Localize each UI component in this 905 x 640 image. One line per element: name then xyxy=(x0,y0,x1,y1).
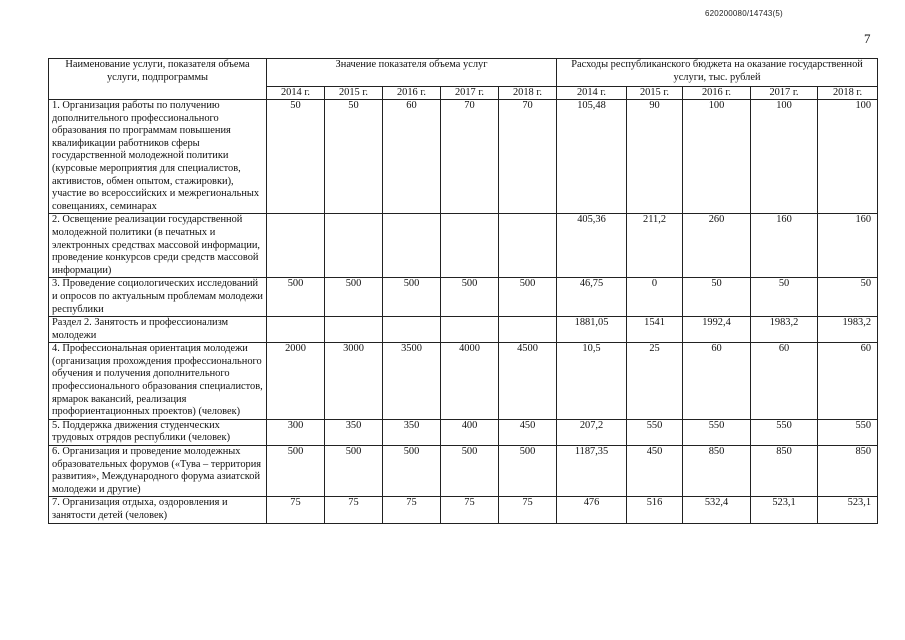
service-name: 7. Организация отдыха, оздоровления и занятости детей (человек) xyxy=(49,497,267,523)
table-row xyxy=(49,214,878,278)
budget-year-header: 2014 г. xyxy=(557,87,627,100)
budget-value: 405,36 xyxy=(557,214,627,278)
page-number: 7 xyxy=(864,31,871,46)
budget-value: 523,1 xyxy=(818,497,878,523)
budget-value: 60 xyxy=(751,343,818,420)
volume-year-header: 2018 г. xyxy=(499,87,557,100)
budget-value: 50 xyxy=(751,278,818,317)
budget-value: 1992,4 xyxy=(683,317,751,343)
volume-value: 300 xyxy=(267,419,325,445)
volume-value xyxy=(325,317,383,343)
budget-value: 1881,05 xyxy=(557,317,627,343)
budget-value: 850 xyxy=(751,446,818,497)
services-table xyxy=(48,58,878,524)
volume-value xyxy=(499,214,557,278)
volume-year-header: 2017 г. xyxy=(441,87,499,100)
budget-value: 105,48 xyxy=(557,100,627,214)
budget-group-header: Расходы республиканского бюджета на оказание государственной услуги, тыс. рублей xyxy=(557,59,878,87)
budget-value: 1187,35 xyxy=(557,446,627,497)
volume-value: 500 xyxy=(499,446,557,497)
budget-value: 90 xyxy=(627,100,683,214)
service-name: 6. Организация и проведение молодежных образовательных форумов («Тува – территория развития», Международного форума азиатской молодежи и другие) xyxy=(49,446,267,497)
volume-value: 500 xyxy=(325,446,383,497)
volume-value xyxy=(441,214,499,278)
budget-value: 260 xyxy=(683,214,751,278)
volume-value: 75 xyxy=(441,497,499,523)
table-row xyxy=(49,343,878,420)
service-name: 1. Организация работы по получению дополнительного профессионального образования по программам повышения квалификации работников сферы государственной молодежной политики (курсовые мероприятия для специалистов, активистов, обмен опытом, стажировки), участие во всероссийских и межрегиональных совещаниях, семинарах xyxy=(49,100,267,214)
volume-year-header: 2016 г. xyxy=(383,87,441,100)
volume-value: 500 xyxy=(383,278,441,317)
budget-value: 532,4 xyxy=(683,497,751,523)
budget-value: 550 xyxy=(818,419,878,445)
budget-value: 160 xyxy=(818,214,878,278)
section-title: Раздел 2. Занятость и профессионализм молодежи xyxy=(49,317,267,343)
budget-value: 100 xyxy=(683,100,751,214)
budget-value: 10,5 xyxy=(557,343,627,420)
budget-year-header: 2016 г. xyxy=(683,87,751,100)
table-row xyxy=(49,497,878,523)
volume-value: 2000 xyxy=(267,343,325,420)
budget-value: 60 xyxy=(818,343,878,420)
budget-value: 550 xyxy=(751,419,818,445)
volume-value xyxy=(499,317,557,343)
budget-year-header: 2017 г. xyxy=(751,87,818,100)
budget-value: 211,2 xyxy=(627,214,683,278)
budget-value: 50 xyxy=(683,278,751,317)
volume-value: 75 xyxy=(499,497,557,523)
budget-value: 850 xyxy=(683,446,751,497)
budget-value: 1983,2 xyxy=(818,317,878,343)
table-row xyxy=(49,419,878,445)
volume-value: 350 xyxy=(325,419,383,445)
name-column-header: Наименование услуги, показателя объема услуги, подпрограммы xyxy=(49,59,267,100)
volume-value: 4500 xyxy=(499,343,557,420)
volume-value: 500 xyxy=(441,446,499,497)
budget-value: 550 xyxy=(627,419,683,445)
volume-value: 400 xyxy=(441,419,499,445)
budget-value: 450 xyxy=(627,446,683,497)
budget-value: 1541 xyxy=(627,317,683,343)
volume-value xyxy=(441,317,499,343)
volume-year-header: 2015 г. xyxy=(325,87,383,100)
service-name: 4. Профессиональная ориентация молодежи (организация прохождения профессионального обучения и получения дополнительного профессионального образования специалистов, ярмарок вакансий, реализация профориентационных проектов) (человек) xyxy=(49,343,267,420)
budget-value: 1983,2 xyxy=(751,317,818,343)
volume-value: 50 xyxy=(325,100,383,214)
volume-value: 500 xyxy=(441,278,499,317)
budget-value: 476 xyxy=(557,497,627,523)
volume-value: 50 xyxy=(267,100,325,214)
budget-value: 207,2 xyxy=(557,419,627,445)
budget-value: 523,1 xyxy=(751,497,818,523)
volume-value: 3500 xyxy=(383,343,441,420)
budget-value: 550 xyxy=(683,419,751,445)
volume-value: 75 xyxy=(383,497,441,523)
volume-value: 75 xyxy=(325,497,383,523)
budget-value: 516 xyxy=(627,497,683,523)
volume-value: 500 xyxy=(267,446,325,497)
volume-value xyxy=(383,317,441,343)
budget-value: 46,75 xyxy=(557,278,627,317)
service-name: 2. Освещение реализации государственной молодежной политики (в печатных и электронных средствах массовой информации, проведение конкурсов среди средств массовой информации) xyxy=(49,214,267,278)
budget-value: 100 xyxy=(818,100,878,214)
volume-value: 500 xyxy=(383,446,441,497)
volume-value: 500 xyxy=(325,278,383,317)
volume-value: 70 xyxy=(441,100,499,214)
budget-value: 160 xyxy=(751,214,818,278)
table-row xyxy=(49,100,878,214)
volume-value: 60 xyxy=(383,100,441,214)
budget-value: 25 xyxy=(627,343,683,420)
volume-value xyxy=(267,317,325,343)
service-name: 5. Поддержка движения студенческих трудовых отрядов республики (человек) xyxy=(49,419,267,445)
budget-value: 0 xyxy=(627,278,683,317)
volume-value xyxy=(267,214,325,278)
volume-value: 3000 xyxy=(325,343,383,420)
volume-value: 350 xyxy=(383,419,441,445)
table-row xyxy=(49,446,878,497)
document-id: 620200080/14743(5) xyxy=(705,9,783,18)
volume-value: 70 xyxy=(499,100,557,214)
budget-value: 850 xyxy=(818,446,878,497)
volume-value: 500 xyxy=(267,278,325,317)
section-row xyxy=(49,317,878,343)
volume-value: 4000 xyxy=(441,343,499,420)
volume-value xyxy=(383,214,441,278)
volume-value: 500 xyxy=(499,278,557,317)
budget-value: 100 xyxy=(751,100,818,214)
volume-group-header: Значение показателя объема услуг xyxy=(267,59,557,87)
volume-value: 75 xyxy=(267,497,325,523)
volume-value: 450 xyxy=(499,419,557,445)
table-row xyxy=(49,278,878,317)
service-name: 3. Проведение социологических исследований и опросов по актуальным проблемам молодежи республики xyxy=(49,278,267,317)
budget-value: 50 xyxy=(818,278,878,317)
volume-year-header: 2014 г. xyxy=(267,87,325,100)
volume-value xyxy=(325,214,383,278)
budget-value: 60 xyxy=(683,343,751,420)
budget-year-header: 2018 г. xyxy=(818,87,878,100)
budget-year-header: 2015 г. xyxy=(627,87,683,100)
